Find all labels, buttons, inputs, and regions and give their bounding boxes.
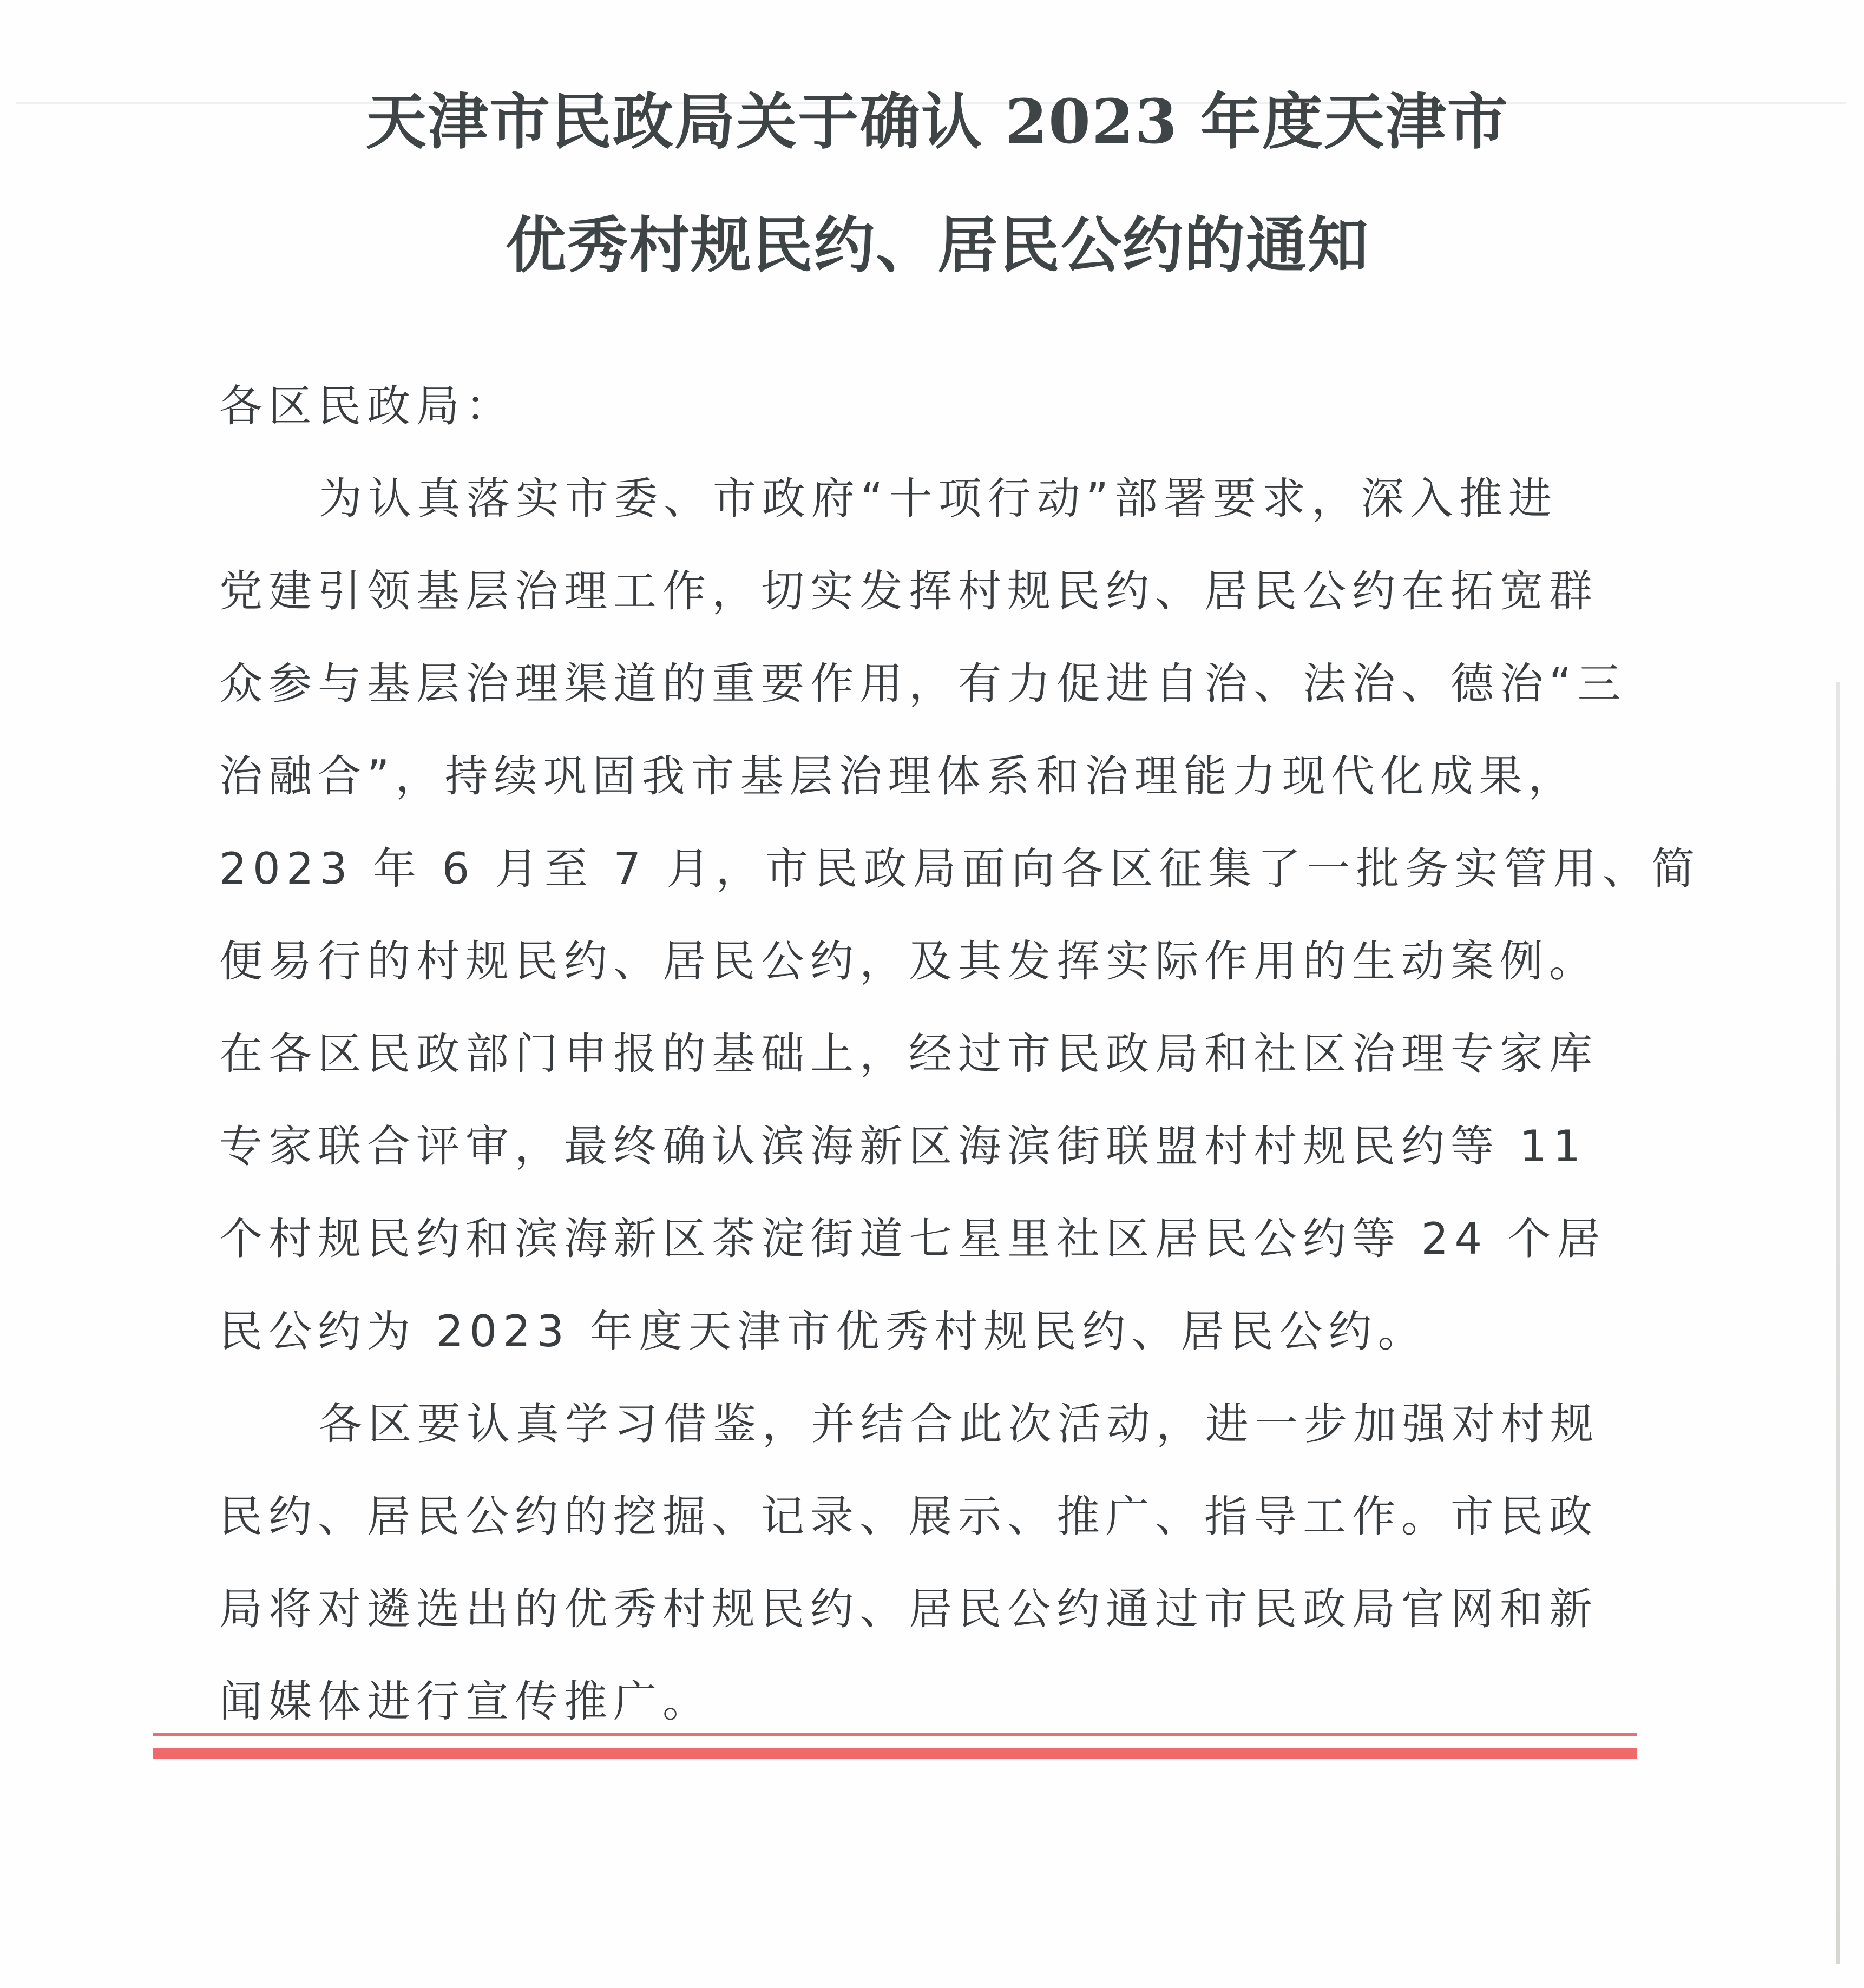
paragraph-1-line-4: 治融合”，持续巩固我市基层治理体系和治理能力现代化成果， [219, 751, 1578, 801]
paragraph-2-line-2: 民约、居民公约的挖掘、记录、展示、推广、指导工作。市民政 [219, 1491, 1598, 1542]
title-line-1: 天津市民政局关于确认 2023 年度天津市 [366, 87, 1509, 157]
scan-artifact-vertical [1836, 682, 1840, 1964]
red-rule-thick [153, 1748, 1637, 1759]
document-body [219, 360, 1701, 1748]
title-line-2: 优秀村规民约、居民公约的通知 [506, 210, 1369, 281]
paragraph-1-line-9: 个村规民约和滨海新区茶淀街道七星里社区居民公约等 24 个居 [219, 1214, 1606, 1264]
document-title [0, 61, 1864, 307]
paragraph-2-line-4: 闻媒体进行宣传推广。 [219, 1676, 712, 1727]
paragraph-2-line-1: 各区要认真学习借鉴，并结合此次活动，进一步加强对村规 [319, 1399, 1599, 1449]
paragraph-1-line-8: 专家联合评审，最终确认滨海新区海滨街联盟村村规民约等 11 [219, 1121, 1587, 1171]
salutation: 各区民政局： [219, 381, 515, 431]
paragraph-1-line-2: 党建引领基层治理工作，切实发挥村规民约、居民公约在拓宽群 [219, 566, 1598, 616]
paragraph-1-line-7: 在各区民政部门申报的基础上，经过市民政局和社区治理专家库 [219, 1029, 1598, 1079]
red-rule-thin [153, 1733, 1637, 1736]
paragraph-2-line-3: 局将对遴选出的优秀村规民约、居民公约通过市民政局官网和新 [219, 1584, 1598, 1634]
paragraph-1-line-1: 为认真落实市委、市政府“十项行动”部署要求，深入推进 [319, 473, 1558, 524]
paragraph-1-line-5: 2023 年 6 月至 7 月，市民政局面向各区征集了一批务实管用、简 [219, 844, 1701, 894]
paragraph-1-line-10: 民公约为 2023 年度天津市优秀村规民约、居民公约。 [219, 1306, 1427, 1357]
paragraph-1-line-6: 便易行的村规民约、居民公约，及其发挥实际作用的生动案例。 [219, 936, 1598, 986]
paragraph-1-line-3: 众参与基层治理渠道的重要作用，有力促进自治、法治、德治“三 [219, 659, 1627, 709]
